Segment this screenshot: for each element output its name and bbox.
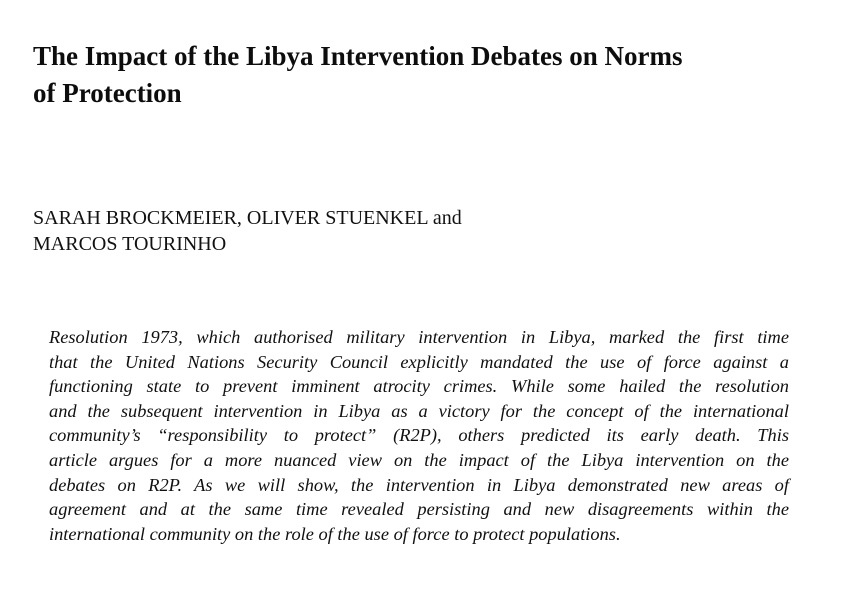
abstract-line: debates on R2P. As we will show, the intervention in Libya demonstrated new areas of <box>49 474 789 495</box>
abstract-line: and the subsequent intervention in Libya as a victory for the concept of the international <box>49 400 789 421</box>
title-line: The Impact of the Libya Intervention Debates on Norms <box>33 41 683 71</box>
abstract-line: that the United Nations Security Council explicitly mandated the use of force against a <box>49 351 789 372</box>
abstract <box>49 325 789 546</box>
title-line: of Protection <box>33 78 182 108</box>
author-line: MARCOS TOURINHO <box>33 233 227 255</box>
abstract-line: Resolution 1973, which authorised military intervention in Libya, marked the first time <box>49 327 789 347</box>
author-list <box>33 205 733 257</box>
abstract-line: agreement and at the same time revealed persisting and new disagreements within the <box>49 499 789 520</box>
abstract-line: community’s “responsibility to protect” (R2P), others predicted its early death. This <box>49 425 789 446</box>
author-line: SARAH BROCKMEIER, OLIVER STUENKEL and <box>33 207 462 229</box>
article-title <box>33 38 823 112</box>
abstract-line: international community on the role of the use of force to protect populations. <box>49 523 621 544</box>
abstract-line: article argues for a more nuanced view on the impact of the Libya intervention on the <box>49 449 789 470</box>
abstract-line: functioning state to prevent imminent atrocity crimes. While some hailed the resolution <box>49 376 789 397</box>
